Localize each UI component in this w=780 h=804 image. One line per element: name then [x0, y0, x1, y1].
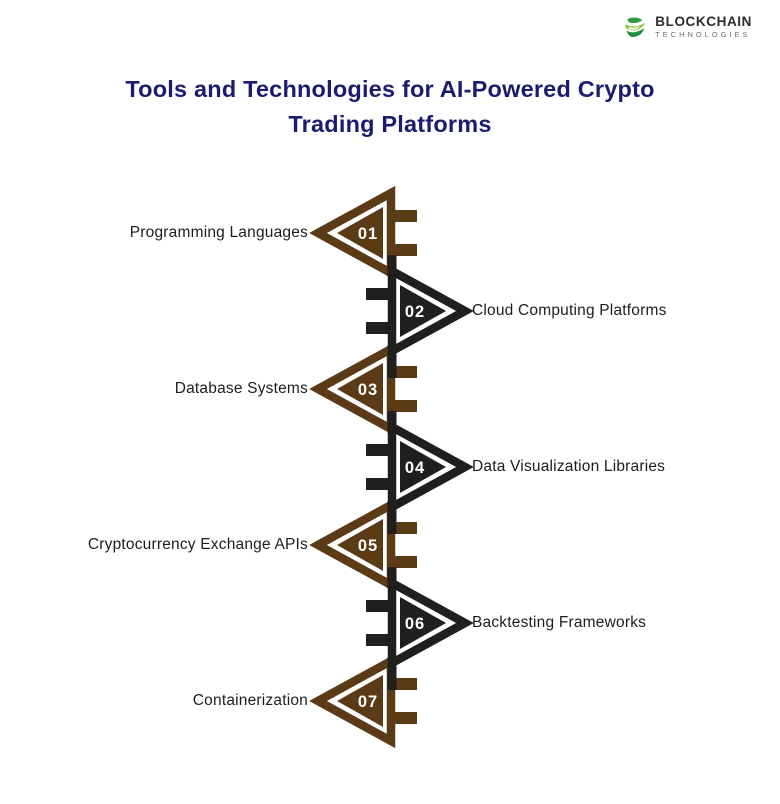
step-02-label: Cloud Computing Platforms [472, 302, 667, 319]
step-04-label: Data Visualization Libraries [472, 458, 666, 475]
step-04-number: 04 [404, 459, 426, 477]
step-07-number: 07 [357, 693, 379, 711]
step-02-number: 02 [404, 303, 426, 321]
brand-subtitle: TECHNOLOGIES [655, 30, 751, 40]
step-06-label: Backtesting Frameworks [472, 614, 647, 631]
page-title-line-1: Tools and Technologies for AI-Powered Crypto [125, 76, 655, 102]
step-01-number: 01 [357, 225, 379, 243]
step-03-number: 03 [357, 381, 379, 399]
brand-name: BLOCKCHAIN [655, 14, 752, 30]
step-06-number: 06 [404, 615, 426, 633]
step-05-label: Cryptocurrency Exchange APIs [87, 536, 308, 553]
step-03-label: Database Systems [174, 380, 308, 397]
step-05-number: 05 [357, 537, 379, 555]
step-01-label: Programming Languages [129, 224, 308, 241]
step-07-label: Containerization [192, 692, 308, 709]
page-title-line-2: Trading Platforms [288, 111, 492, 137]
